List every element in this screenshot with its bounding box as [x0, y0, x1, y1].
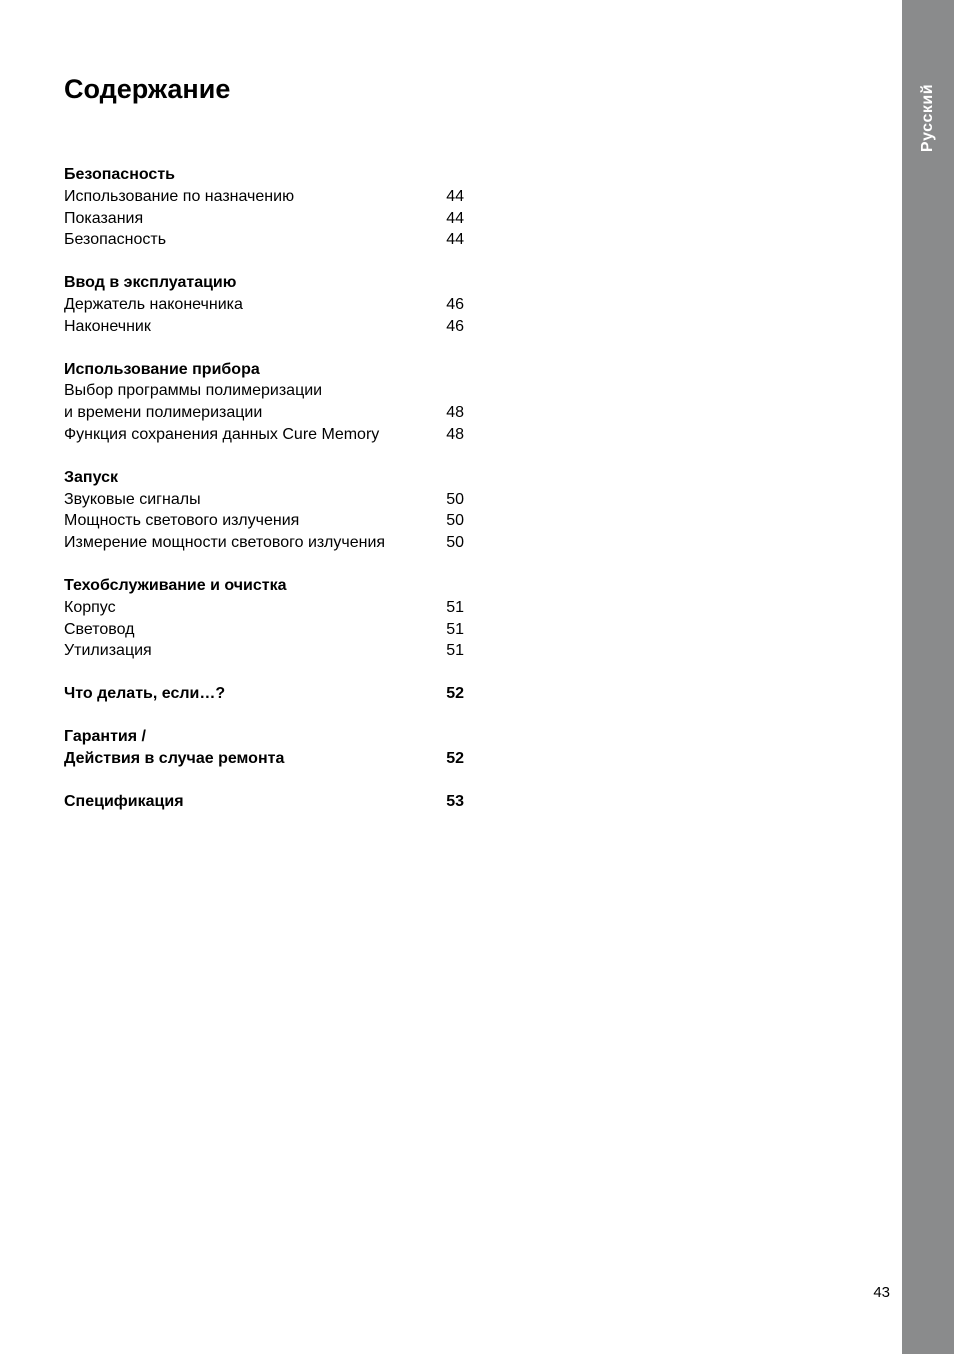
toc-heading-text: Техобслуживание и очистка [64, 576, 287, 594]
toc-entry [64, 489, 464, 511]
toc-entry-text: Держатель наконечника [64, 295, 243, 313]
toc-entry-text: Корпус [64, 598, 116, 616]
toc-heading-page: 53 [446, 792, 464, 810]
toc-section [64, 791, 464, 813]
toc-entry-page: 44 [446, 187, 464, 205]
toc-heading [64, 359, 464, 381]
toc-heading-text: Гарантия / [64, 727, 146, 745]
table-of-contents [64, 164, 464, 833]
toc-heading-page: 52 [446, 685, 464, 703]
toc-entry-page: 46 [446, 317, 464, 335]
toc-entry-text: Безопасность [64, 231, 167, 249]
toc-entry-page: 48 [446, 404, 464, 422]
toc-heading [64, 272, 464, 294]
toc-entry-page: 51 [446, 642, 464, 660]
toc-heading-page: 52 [446, 749, 464, 767]
toc-entry [64, 186, 464, 208]
toc-entry [64, 380, 464, 402]
toc-entry-page: 50 [446, 534, 464, 552]
toc-entry-page: 51 [446, 598, 464, 616]
toc-heading [64, 726, 464, 748]
toc-heading [64, 467, 464, 489]
toc-entry [64, 316, 464, 338]
toc-section [64, 575, 464, 662]
toc-entry [64, 294, 464, 316]
toc-section [64, 272, 464, 337]
toc-heading [64, 683, 464, 705]
toc-entry [64, 619, 464, 641]
toc-entry-text: Мощность светового излучения [64, 512, 300, 530]
toc-entry-page: 44 [446, 231, 464, 249]
language-label: Русский [919, 83, 936, 153]
toc-entry [64, 229, 464, 251]
toc-heading [64, 791, 464, 813]
toc-entry [64, 532, 464, 554]
toc-heading-text: Действия в случае ремонта [64, 749, 285, 767]
page-number: 43 [873, 1284, 890, 1301]
toc-heading-text: Что делать, если…? [64, 685, 226, 703]
toc-entry-page: 44 [446, 209, 464, 227]
toc-entry-page: 51 [446, 620, 464, 638]
toc-entry-page: 50 [446, 512, 464, 530]
toc-heading-text: Ввод в эксплуатацию [64, 274, 237, 292]
side-language-tab [902, 0, 954, 1354]
toc-entry-page: 46 [446, 295, 464, 313]
toc-section [64, 683, 464, 705]
toc-entry-text: Утилизация [64, 642, 152, 660]
toc-entry-text: Наконечник [64, 317, 151, 335]
toc-entry-text: Звуковые сигналы [64, 490, 201, 508]
toc-entry-text: Выбор программы полимеризации [64, 382, 323, 400]
toc-section [64, 359, 464, 446]
toc-entry [64, 424, 464, 446]
toc-section [64, 164, 464, 251]
toc-entry-text: Использование по назначению [64, 187, 295, 205]
toc-heading-text: Спецификация [64, 792, 184, 810]
toc-entry [64, 597, 464, 619]
toc-heading [64, 164, 464, 186]
toc-entry-text: и времени полимеризации [64, 404, 263, 422]
toc-entry-text: Показания [64, 209, 144, 227]
toc-heading-text: Использование прибора [64, 360, 260, 378]
toc-entry [64, 640, 464, 662]
toc-section [64, 467, 464, 554]
toc-heading [64, 575, 464, 597]
page-title: Содержание [64, 74, 231, 104]
toc-entry-text: Световод [64, 620, 135, 638]
toc-entry-text: Измерение мощности светового излучения [64, 534, 386, 552]
toc-entry-page: 48 [446, 425, 464, 443]
toc-heading [64, 748, 464, 770]
toc-entry-text: Функция сохранения данных Cure Memory [64, 425, 380, 443]
toc-entry [64, 510, 464, 532]
toc-heading-text: Запуск [64, 468, 118, 486]
toc-heading-text: Безопасность [64, 166, 175, 183]
toc-section [64, 726, 464, 770]
toc-entry [64, 208, 464, 230]
toc-entry [64, 402, 464, 424]
toc-entry-page: 50 [446, 490, 464, 508]
